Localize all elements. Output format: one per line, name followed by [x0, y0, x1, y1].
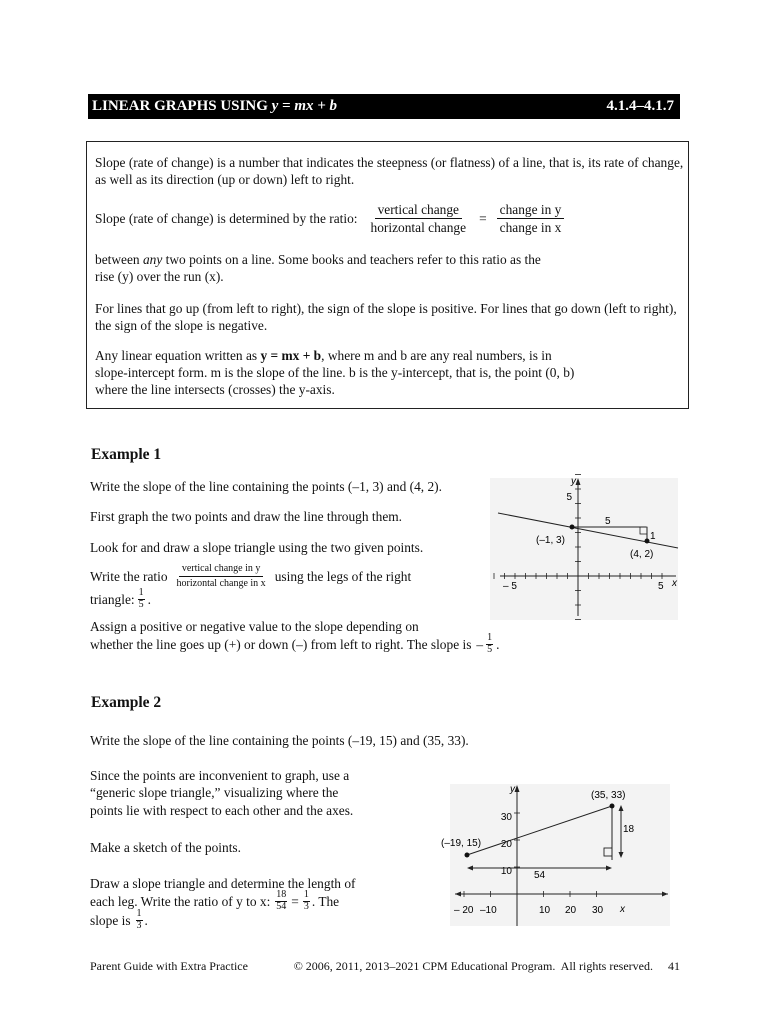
- graph-2-tick-y10: 10: [500, 866, 512, 877]
- example-2-heading: Example 2: [91, 694, 162, 711]
- intro-paragraph-5: Any linear equation written as y = mx + b, where m and b are any real numbers, is in slope-intercept form. m is the slope of the line. b is the y-intercept, that is, the point (0, b) where the line intersects (crosses) the y-axis.: [95, 348, 575, 397]
- example-1-graph: [490, 474, 690, 624]
- graph-1-label-a: (–1, 3): [536, 535, 565, 546]
- footer-book-title: Parent Guide with Extra Practice: [90, 959, 248, 973]
- example-1-line-4: Write the ratio $\frac{\text{vertical change in y}}{\text{horizontal change in x}}$ using the legs of the right: [90, 563, 412, 589]
- example-2-line-2c: points lie with respect to each other and the axes.: [90, 803, 354, 818]
- example-2-line-3: Make a sketch of the points.: [90, 840, 241, 855]
- graph-2-label-b: (35, 33): [591, 790, 626, 801]
- graph-2-point-a: [465, 853, 470, 858]
- example-1-line-3: Look for and draw a slope triangle using the two given points.: [90, 540, 424, 555]
- graph-1-label-b: (4, 2): [630, 549, 654, 560]
- graph-2-y-label: y: [510, 784, 515, 795]
- graph-1-run-label: 5: [605, 516, 611, 527]
- graph-2-tick-x-neg10: –10: [480, 905, 497, 916]
- example-2-line-1: Write the slope of the line containing the points (–19, 15) and (35, 33).: [90, 733, 469, 748]
- section-title: LINEAR GRAPHS USING y = mx + b: [92, 98, 338, 114]
- graph-2-tick-x30: 30: [592, 905, 604, 916]
- graph-2-x-label: x: [620, 904, 625, 915]
- graph-1-tick-y5: 5: [566, 492, 572, 503]
- example-1-line-5b: whether the line goes up (+) or down (–) from left to right. The slope is – $\frac{1}{5}$ .: [90, 632, 500, 655]
- graph-2-tick-y20: 20: [500, 839, 512, 850]
- slope-ratio-line: Slope (rate of change) is determined by the ratio: $\frac{\text{vertical change}}{\text{horizontal change}}$ = $\frac{\text{change in y}}{\text{change in x}}$: [95, 202, 685, 236]
- graph-2-tick-x20: 20: [565, 905, 577, 916]
- footer-copyright-page: © 2006, 2011, 2013–2021 CPM Educational Program. All rights reserved. 41: [293, 959, 680, 973]
- example-1-line-2: First graph the two points and draw the line through them.: [90, 509, 403, 524]
- section-number: 4.1.4–4.1.7: [606, 98, 674, 114]
- ratio-fraction-words: $\frac{\text{vertical change}}{\text{horizontal change}}$: [370, 202, 467, 236]
- graph-1-x-label: x: [672, 578, 677, 589]
- example-1-line-5a: Assign a positive or negative value to the slope depending on: [90, 619, 419, 634]
- example-2-graph: [440, 780, 680, 930]
- intro-paragraph-3: between any two points on a line. Some books and teachers refer to this ratio as the rise (y) over the run (x).: [95, 252, 541, 284]
- example-2-line-2a: Since the points are inconvenient to graph, use a: [90, 768, 350, 783]
- graph-1-point-b: [645, 539, 650, 544]
- graph-2-tick-y30: 30: [500, 812, 512, 823]
- graph-2-point-b: [610, 804, 615, 809]
- example-1-line-4b: triangle: $\frac{1}{5}$ .: [90, 587, 151, 610]
- graph-1-tick-x5: 5: [658, 581, 664, 592]
- example-2-line-4c: slope is $\frac{1}{3}$ .: [90, 908, 148, 931]
- intro-paragraph-1: Slope (rate of change) is a number that indicates the steepness (or flatness) of a line, that is, its rate of change, as well as its direction (up or down) left to right.: [95, 155, 684, 187]
- graph-2-tick-x10: 10: [539, 905, 551, 916]
- section-header-bar: [88, 94, 680, 119]
- graph-2-run-label: 54: [534, 870, 546, 881]
- graph-2-rise-label: 18: [623, 824, 635, 835]
- graph-2-label-a: (–19, 15): [441, 838, 482, 849]
- graph-1-y-label: y: [571, 476, 576, 487]
- page-footer: [90, 958, 680, 975]
- graph-1-tick-x-neg5: – 5: [503, 581, 517, 592]
- example-1-heading: Example 1: [91, 446, 162, 463]
- example-2-line-4a: Draw a slope triangle and determine the length of: [90, 876, 356, 891]
- ratio-fraction-xy: $\frac{\text{change in y}}{\text{change in x}}$: [497, 202, 565, 236]
- graph-2-tick-x-neg20: – 20: [454, 905, 474, 916]
- example-2-line-2b: “generic slope triangle,” visualizing where the: [90, 785, 339, 800]
- intro-paragraph-4: For lines that go up (from left to right), the sign of the slope is positive. For lines that go down (left to right), the sign of the slope is negative.: [95, 301, 677, 333]
- graph-1-rise-label: 1: [650, 531, 656, 542]
- example-1-line-1: Write the slope of the line containing the points (–1, 3) and (4, 2).: [90, 479, 442, 494]
- example-2-line-4b: each leg. Write the ratio of y to x: $\frac{18}{54}$ = $\frac{1}{3}$ . The: [90, 889, 340, 912]
- graph-1-point-a: [570, 525, 575, 530]
